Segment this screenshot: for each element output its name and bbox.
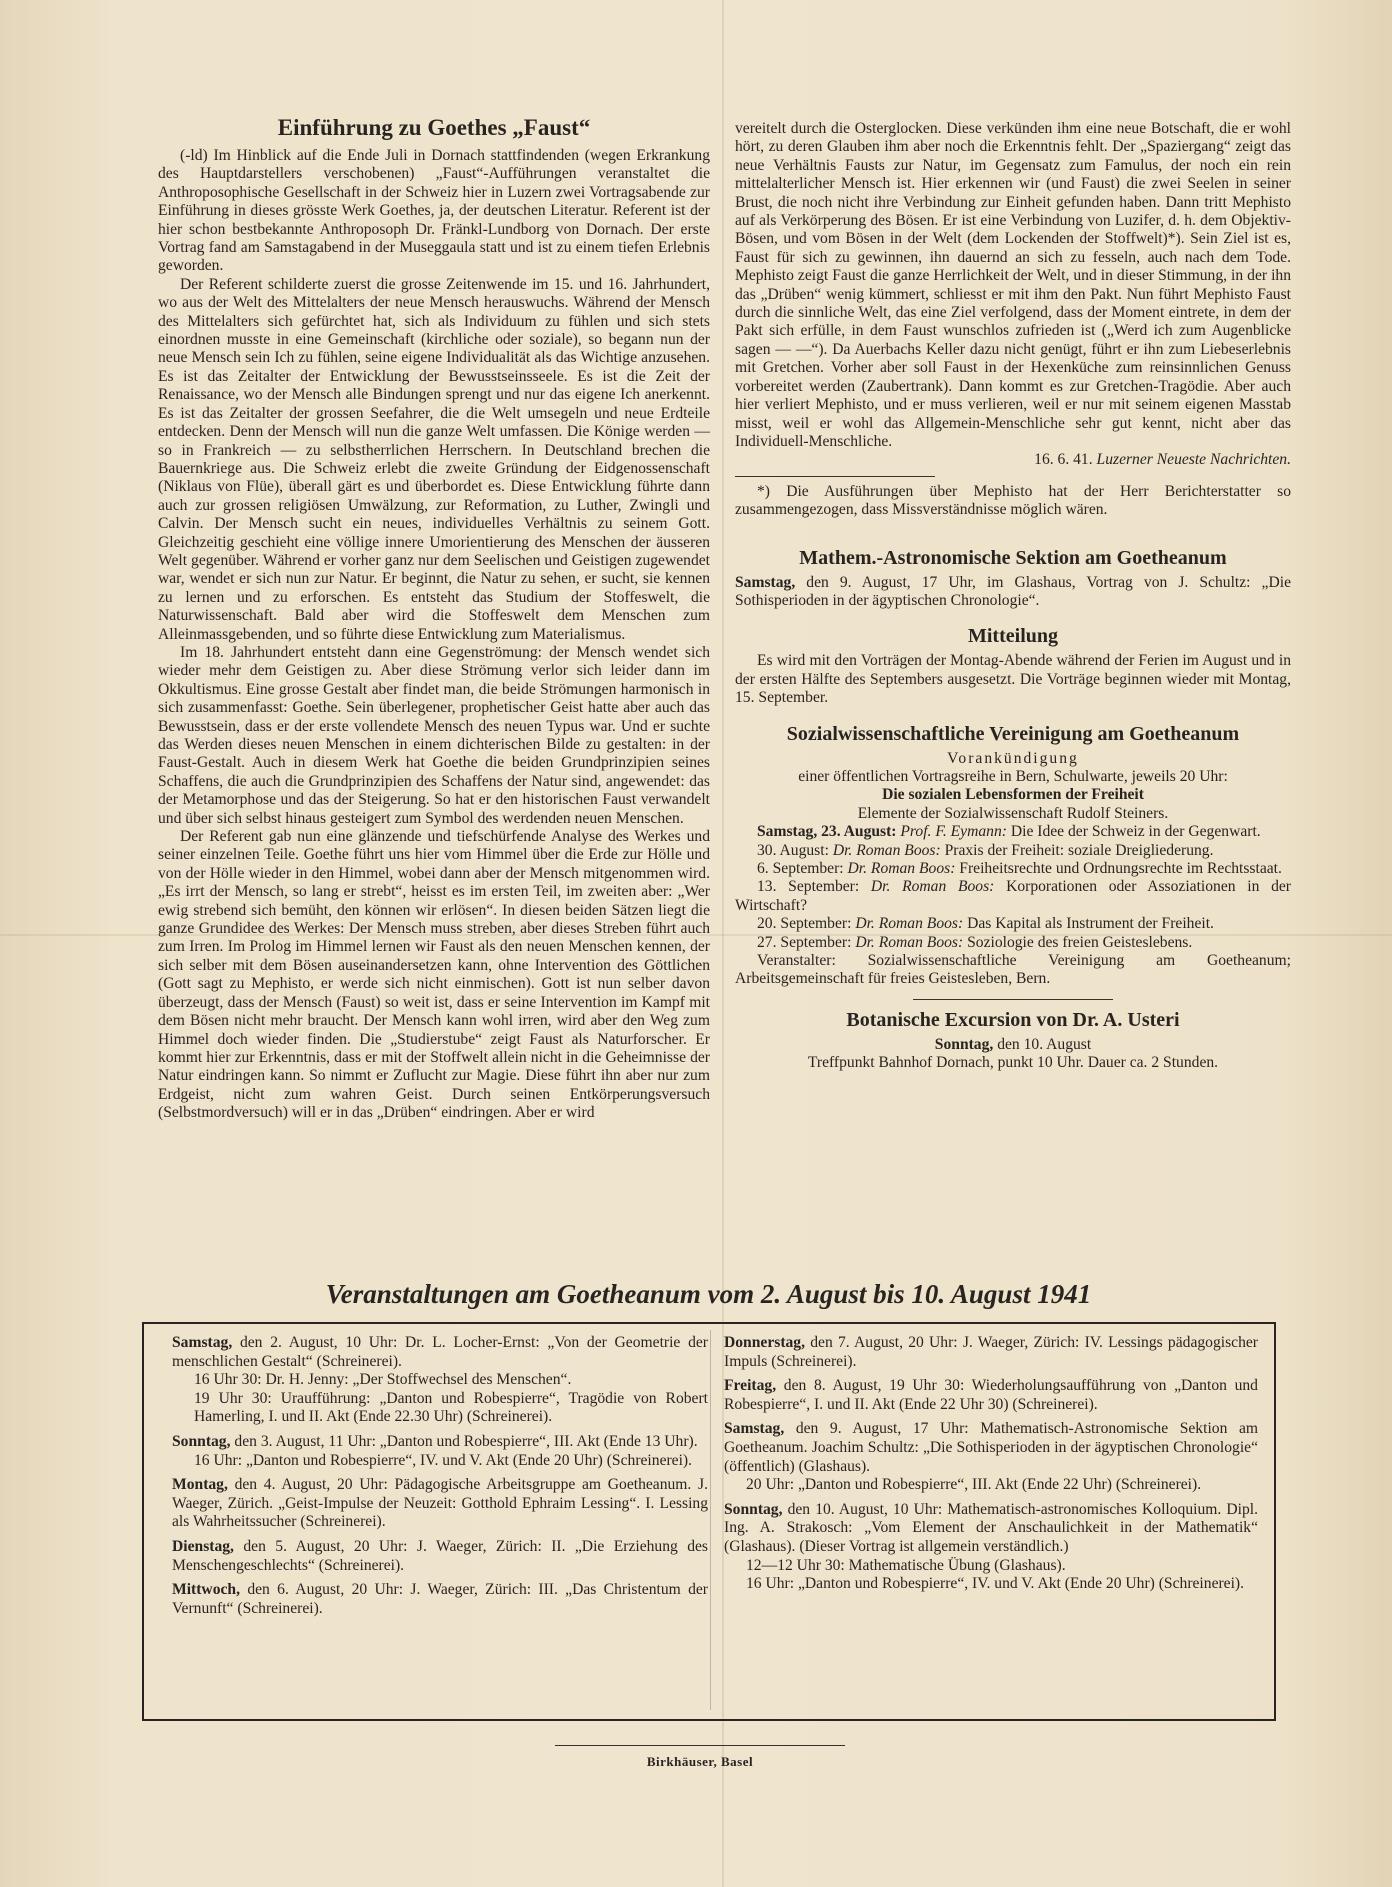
program-entry: Sonntag, den 10. August, 10 Uhr: Mathematisch-astronomisches Kolloquium. Dipl. Ing. A. Strakosch: „Vom Element der Anschaulichkeit in der Mathematik“ (Glashaus). (Dieser Vortrag ist allgemein verständlich.) 12—12 Uhr 30: Mathematische Übung (Glashaus). 16 Uhr: „Danton und Robespierre“, IV. und V. Akt (Ende 20 Uhr) (Schreinerei). [724, 1500, 1258, 1593]
sozial-announce: Vorankündigung [947, 749, 1079, 767]
program-title: Veranstaltungen am Goetheanum vom 2. August bis 10. August 1941 [325, 1279, 1092, 1309]
article-paragraph: (-ld) Im Hinblick auf die Ende Juli in Dornach stattfindenden (wegen Erkrankung des Hauptdarstellers verschobenen) „Faust“-Aufführungen veranstaltet die Anthroposophische Gesellschaft in der Schweiz hier in Luzern zwei Vortragsabende zur Einführung in dieses grösste Werk Goethes, ja, der deutschen Literatur. Referent ist der hier schon bestbekannte Anthroposoph Dr. Fränkl-Lundborg von Dornach. Der erste Vortrag fand am Samstagabend in der Museggaula statt und ist zu einem tiefen Erlebnis geworden. [158, 147, 710, 275]
sozial-section-title: Sozialwissenschaftliche Vereinigung am Goetheanum [786, 722, 1240, 745]
sozial-item: 13. September: Dr. Roman Boos: Korporationen oder Assoziationen in der Wirtschaft? [735, 878, 1291, 914]
article-paragraph: Der Referent gab nun eine glänzende und tiefschürfende Analyse des Werkes und seiner einzelnen Teile. Goethe führt uns hier vom Himmel über die Erde zur Hölle und von der Hölle wieder in den Himmel, wobei dann aber der Mensch mitgenommen wird. „Es irrt der Mensch, so lang er strebt“, heisst es im ersten Teil, im zweiten aber: „Wer ewig strebend sich bemüht, den können wir erlösen“. In diesen beiden Sätzen liegt die ganze Grundidee des Werkes: Der Mensch muss streben, aber dieses Streben führt auch zum Irren. Im Prolog im Himmel lernen wir Faust als den neuen Menschen kennen, der sich selber mit dem Bösen auseinandersetzen kann, ohne Intervention des Göttlichen (Gott sagt zu Mephisto, er werde sich nicht einmischen). Gott ist nun selber davon überzeugt, dass der Mensch (Faust) so weit ist, dass er seine Intervention im Kampf mit dem Bösen nicht mehr braucht. Der Mensch kann wohl irren, wird aber den Weg zum Himmel doch wieder finden. Die „Studierstube“ zeigt Faust als Naturforscher. Er kommt hier zur Erkenntnis, dass er mit der Stoffwelt allein nicht in die Geheimnisse der Natur eindringen kann. So nimmt er Zuflucht zur Magie. Diese führt ihn aber nur zum Erdgeist, nicht zum wahren Geist. Durch seinen Entkörperungsversuch (Selbstmordversuch) will er in das „Drüben“ eindringen. Aber er wird [158, 828, 710, 1122]
sozial-organizer: Veranstalter: Sozialwissenschaftliche Vereinigung am Goetheanum; Arbeitsgemeinschaft für freies Geistesleben, Bern. [735, 952, 1291, 988]
sozial-intro: einer öffentlichen Vortragsreihe in Bern, Schulwarte, jeweils 20 Uhr: [798, 767, 1228, 785]
article-paragraph: vereitelt durch die Osterglocken. Diese verkünden ihm eine neue Botschaft, die er wohl hört, zu deren Glauben ihm aber noch die Erkenntnis fehlt. Der „Spaziergang“ zeigt das neue Verhältnis Fausts zur Natur, im Gegensatz zum Famulus, der noch ein rein mittelalterlicher Mensch ist. Hier erkennen wir (und Faust) die zwei Seelen in seiner Brust, die noch nicht ihre Verbindung zur Einheit gefunden haben. Dann tritt Mephisto auf als Verkörperung des Bösen. Er ist eine Verbindung von Luzifer, d. h. dem Objektiv-Bösen, und vom Bösen in der Welt (dem Lockenden der Stoffwelt)*). Sein Ziel ist es, Faust für sich zu gewinnen, ihn dauernd an sich zu fesseln, auch nach dem Tode. Mephisto zeigt Faust die ganze Herrlichkeit der Welt, und in dieser Stimmung, in der ihn das „Drüben“ wenig kümmert, schliesst er mit ihm den Pakt. Nun führt Mephisto Faust durch die sinnliche Welt, das eine Ziel verfolgend, dass der Moment eintrete, in dem der Pakt sich erfülle, in dem Faust wunschlos zufrieden ist („Werd ich zum Augenblicke sagen — —“). Da Auerbachs Keller dazu nicht genügt, führt er ihn zum Liebeserlebnis mit Gretchen. Vorher aber soll Faust in der Hexenküche zum reinsinnlichen Genuss vorbereitet werden (Zaubertrank). Dann kommt es zur Gretchen-Tragödie. Aber auch hier verliert Mephisto, und er muss verlieren, weil er nur mit seinem eigenen Masstab misst, weil er wohl das Allgemein-Menschliche sehr gut kennt, nicht aber das Individuell-Menschliche. [735, 120, 1291, 450]
program-entry: Montag, den 4. August, 20 Uhr: Pädagogische Arbeitsgruppe am Goetheanum. J. Waeger, Zürich. „Geist-Impulse der Neuzeit: Gotthold Ephraim Lessing“. I. Lessing als Wahrheitssucher (Schreinerei). [172, 1476, 708, 1531]
program-entry: Samstag, den 9. August, 17 Uhr: Mathematisch-Astronomische Sektion am Goetheanum. Joachim Schultz: „Die Sothisperioden in der ägyptischen Chronologie“ (öffentlich) (Glashaus). 20 Uhr: „Danton und Robespierre“, III. Akt (Ende 22 Uhr) (Schreinerei). [724, 1420, 1258, 1494]
article-paragraph: Der Referent schilderte zuerst die grosse Zeitenwende im 15. und 16. Jahrhundert, wo aus der Welt des Mittelalters der neue Mensch herauswuchs. Während der Mensch des Mittelalters sich gefürchtet hat, sich als Individuum zu fühlen und sich stets einordnen musste in eine Gemeinschaft (kirchliche oder soziale), so begann nun der neue Mensch sein Ich zu fühlen, seine eigene Individualität als das Wichtige anzusehen. Es ist das Zeitalter der Entwicklung der Bewusstseinsseele. Es ist die Zeit der Renaissance, wo der Mensch alle Bindungen sprengt und nur das eigene Ich anerkennt. Es ist das Zeitalter der grossen Seefahrer, die die Welt umsegeln und neue Erdteile entdecken. Denn der Mensch will nun die ganze Welt umfassen. Die Könige werden — so in Frankreich — zu selbstherrlichen Herrschern. In Deutschland brechen die Bauernkriege aus. Die Schweiz erlebt die zweite Gründung der Eidgenossenschaft (Niklaus von Flüe), überall gärt es und überbordet es. Diese Entwicklung führte dann auch zur grossen religiösen Umwälzung, zur Reformation, zu Luther, Zwingli und Calvin. Der Mensch sucht ein neues, individuelles Verhältnis zu seinem Gott. Gleichzeitig geschieht eine völlige innere Umorientierung des Menschen der äusseren Welt gegenüber. Während er vorher ganz nur dem Seelischen und Geistigen zugewendet war, wendet er sich nun zur Natur. Er beginnt, die Natur zu sehen, er sucht, sie kennen zu lernen und zu erforschen. Es entsteht das Studium der Stoffeswelt, die Naturwissenschaft. Bald aber wird die Stoffeswelt dem Menschen zum Alleinmassgebenden, und so führte diese Entwicklung zum Materialismus. [158, 275, 710, 643]
botanik-title: Botanische Excursion von Dr. A. Usteri [846, 1008, 1180, 1031]
program-entry: Samstag, den 2. August, 10 Uhr: Dr. L. Locher-Ernst: „Von der Geometrie der menschlichen Gestalt“ (Schreinerei). 16 Uhr 30: Dr. H. Jenny: „Der Stoffwechsel des Menschen“. 19 Uhr 30: Uraufführung: „Danton und Robespierre“, Tragödie von Robert Hamerling, I. und II. Akt (Ende 22.30 Uhr) (Schreinerei). [172, 1334, 708, 1426]
sozial-item: 30. August: Dr. Roman Boos: Praxis der Freiheit: soziale Dreigliederung. [757, 841, 1214, 859]
mathem-section-title: Mathem.-Astronomische Sektion am Goetheanum [799, 546, 1227, 569]
program-entry: Dienstag, den 5. August, 20 Uhr: J. Waeger, Zürich: II. „Die Erziehung des Menschengeschlechts“ (Schreinerei). [172, 1537, 709, 1574]
right-column [735, 120, 1291, 1073]
dateline-date: 16. 6. 41. [1034, 451, 1093, 469]
program-entry: Donnerstag, den 7. August, 20 Uhr: J. Waeger, Zürich: IV. Lessings pädagogischer Impuls (Schreinerei). [724, 1334, 1258, 1370]
sozial-item: Samstag, 23. August: Prof. F. Eymann: Die Idee der Schweiz in der Gegenwart. [757, 823, 1261, 841]
program-entry: Mittwoch, den 6. August, 20 Uhr: J. Waeger, Zürich: III. „Das Christentum der Vernunft“ (Schreinerei). [172, 1581, 708, 1617]
botanik-text: Treffpunkt Bahnhof Dornach, punkt 10 Uhr. Dauer ca. 2 Stunden. [807, 1054, 1219, 1072]
section-rule [913, 999, 1113, 1000]
mitteilung-text: Es wird mit den Vorträgen der Montag-Abende während der Ferien im August und in der ersten Hälfte des Septembers ausgesetzt. Die Vorträge beginnen wieder mit Montag, 15. September. [735, 652, 1291, 707]
article-title: Einführung zu Goethes „Faust“ [277, 115, 591, 140]
sozial-item: 6. September: Dr. Roman Boos: Freiheitsrechte und Ordnungsrechte im Rechtsstaat. [757, 860, 1282, 877]
article-footnote: *) Die Ausführungen über Mephisto hat der Herr Berichterstatter so zusammengezogen, dass Missverständnisse möglich wären. [735, 482, 1291, 519]
sozial-subtitle: Elemente der Sozialwissenschaft Rudolf Steiners. [857, 804, 1169, 822]
sozial-item: 27. September: Dr. Roman Boos: Soziologie des freien Geisteslebens. [757, 933, 1193, 951]
sozial-series-title: Die sozialen Lebensformen der Freiheit [882, 786, 1144, 804]
footer-rule [555, 1745, 845, 1746]
article-left-column [158, 115, 710, 1123]
article-dateline [735, 451, 1291, 469]
program-right-column [724, 1334, 1258, 1600]
program-entry: Freitag, den 8. August, 19 Uhr 30: Wiederholungsaufführung von „Danton und Robespierre“, I. und II. Akt (Ende 22 Uhr 30) (Schreinerei). [724, 1377, 1258, 1413]
sozial-item: 20. September: Dr. Roman Boos: Das Kapital als Instrument der Freiheit. [757, 915, 1214, 933]
dateline-source: Luzerner Neueste Nachrichten. [1096, 451, 1291, 469]
printer-imprint: Birkhäuser, Basel [646, 1754, 754, 1769]
footnote-rule [735, 476, 935, 477]
program-column-divider [710, 1330, 711, 1710]
mitteilung-title: Mitteilung [968, 625, 1058, 648]
botanik-date: Sonntag, den 10. August [934, 1035, 1092, 1053]
mathem-text: Samstag, den 9. August, 17 Uhr, im Glashaus, Vortrag von J. Schultz: „Die Sothisperioden in der ägyptischen Chronologie“. [735, 573, 1291, 609]
program-entry: Sonntag, den 3. August, 11 Uhr: „Danton und Robespierre“, III. Akt (Ende 13 Uhr). 16 Uhr: „Danton und Robespierre“, IV. und V. Akt (Ende 20 Uhr) (Schreinerei). [172, 1432, 698, 1469]
program-left-column [172, 1334, 708, 1624]
article-paragraph: Im 18. Jahrhundert entsteht dann eine Gegenströmung: der Mensch wendet sich wieder mehr dem Geistigen zu. Aber diese Strömung verlor sich leider dann im Okkultismus. Eine grosse Gestalt aber findet man, die beide Strömungen harmonisch in sich zusammenfasst: Goethe. Sein überlegener, prophetischer Geist hatte aber auch das Bewusstsein, dass er der erste vollendete Mensch des neuen Typus war. Und er suchte das Werden dieses neuen Menschen in einem dichterischen Bilde zu gestalten: in der Faust-Gestalt. Auch in diesem Werk hat Goethe die beiden Grundprinzipien seines Schaffens, die auch die Grundprinzipien des Schaffens der Natur sind, angewendet: das der Metamorphose und das der Steigerung. So hat er den historischen Faust verwandelt und über sich selbst hinaus gesteigert zum Symbol des werdenden neuen Menschen. [158, 643, 710, 827]
